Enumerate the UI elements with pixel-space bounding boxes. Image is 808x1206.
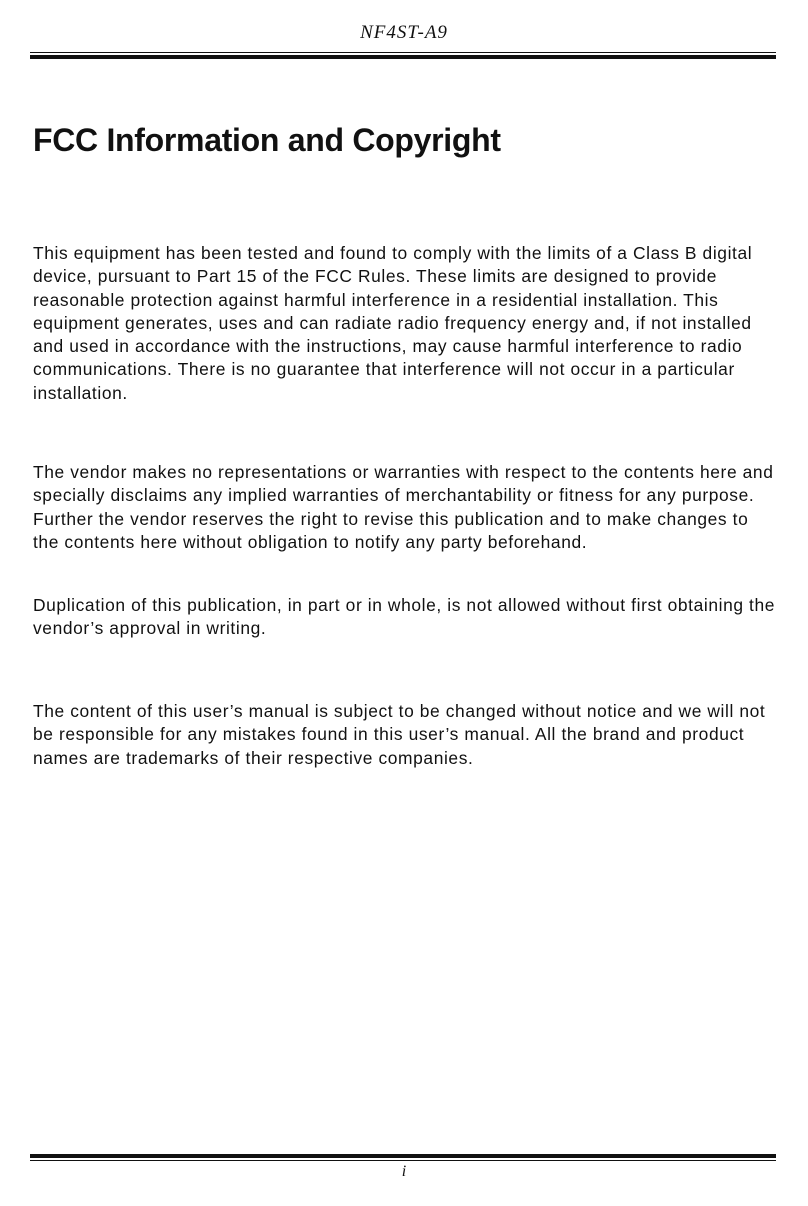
header-rule	[30, 52, 776, 59]
warranty-disclaimer-paragraph: The vendor makes no representations or warranties with respect to the contents here and specially disclaims any implied warranties of merchantability or fitness for any purpose. Further the vendor reserves the right to revise this publication and to make changes to the contents here without obligation to notify any party beforehand.	[33, 462, 774, 552]
duplication-notice-paragraph: Duplication of this publication, in part or in whole, is not allowed without first obtaining the vendor’s approval in writing.	[33, 595, 776, 639]
page-number: i	[401, 1163, 407, 1180]
fcc-compliance-paragraph: This equipment has been tested and found to comply with the limits of a Class B digital device, pursuant to Part 15 of the FCC Rules. These limits are designed to provide reasonable protection against harmful interference in a residential installation. This equipment generates, uses and can radiate radio frequency energy and, if not installed and used in accordance with the instructions, may cause harmful interference to radio communications. There is no guarantee that interference will not occur in a particular installation.	[33, 243, 753, 403]
trademark-notice-paragraph: The content of this user’s manual is subject to be changed without notice and we will not be responsible for any mistakes found in this user’s manual. All the brand and product names are trademarks of their respective companies.	[33, 701, 766, 768]
footer-rule	[30, 1154, 776, 1161]
running-header-model: NF4ST-A9	[360, 22, 448, 43]
page-title: FCC Information and Copyright	[33, 122, 501, 158]
